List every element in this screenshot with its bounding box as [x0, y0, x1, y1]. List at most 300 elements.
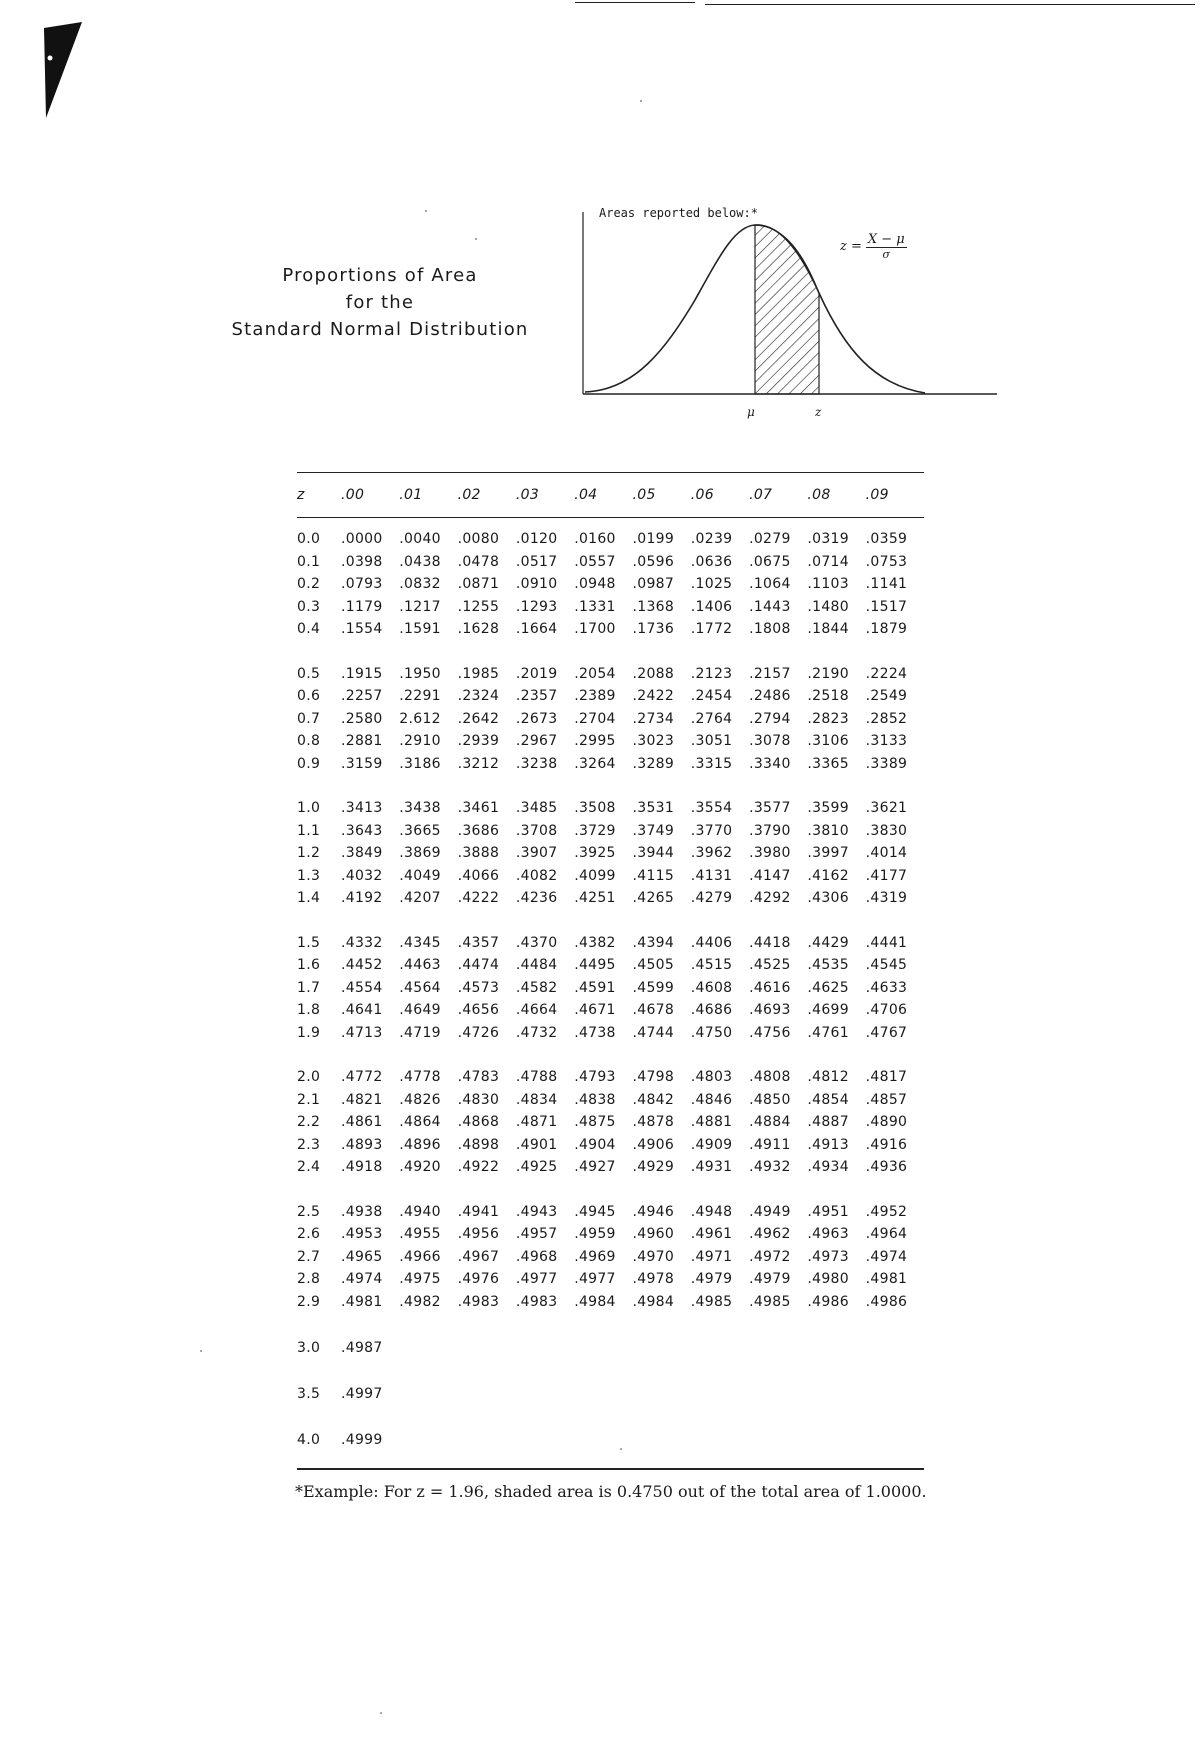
area-cell: .4599 [632, 979, 675, 996]
area-cell: .4582 [515, 979, 558, 996]
area-cell: .3810 [807, 822, 849, 839]
group-spacer [297, 641, 924, 663]
table-row [297, 842, 924, 865]
empty-cell [458, 1337, 516, 1359]
column-header-z: z [297, 473, 341, 518]
table-row [297, 551, 924, 574]
group-spacer [297, 1313, 924, 1337]
empty-cell [749, 1383, 807, 1405]
empty-cell [458, 1429, 516, 1451]
table-row [297, 1156, 924, 1179]
area-cell: .4966 [399, 1248, 441, 1265]
area-cell: .4505 [632, 957, 675, 974]
table-row [297, 1429, 924, 1451]
scan-speck [425, 210, 427, 212]
area-cell: .4906 [632, 1136, 675, 1153]
area-cell: .4961 [690, 1226, 733, 1243]
z-value-cell: 0.8 [297, 733, 321, 750]
column-header: .07 [749, 473, 807, 518]
area-cell: .4946 [632, 1203, 675, 1220]
area-cell: .4957 [515, 1226, 558, 1243]
area-cell: .4382 [574, 934, 616, 951]
area-cell: .0871 [457, 576, 500, 593]
z-value-cell: 0.7 [297, 710, 321, 727]
area-cell: .2224 [865, 665, 908, 682]
area-cell: .4920 [399, 1159, 441, 1176]
area-cell: .2580 [341, 710, 383, 727]
area-cell: .3413 [341, 800, 383, 817]
z-value-cell: 1.3 [297, 867, 321, 884]
area-cell: .0793 [341, 576, 383, 593]
z-value-cell: 4.0 [297, 1432, 321, 1448]
z-value-cell: 1.9 [297, 1024, 321, 1041]
area-cell: .3531 [632, 800, 675, 817]
empty-cell [632, 1337, 690, 1359]
area-cell: .4916 [865, 1136, 908, 1153]
area-cell: .4918 [341, 1159, 383, 1176]
z-value-cell: 2.1 [297, 1091, 321, 1108]
area-cell: .4868 [457, 1114, 500, 1131]
area-cell: .3749 [632, 822, 675, 839]
area-cell: .4901 [515, 1136, 558, 1153]
table-row [297, 954, 924, 977]
z-value-cell: 1.8 [297, 1002, 321, 1019]
area-cell: .0398 [341, 553, 383, 570]
area-cell: .2967 [515, 733, 558, 750]
column-header: .03 [516, 473, 574, 518]
area-cell: .4986 [807, 1293, 849, 1310]
area-cell: .4830 [457, 1091, 500, 1108]
area-cell: .4641 [341, 1002, 383, 1019]
area-cell: .4842 [632, 1091, 675, 1108]
area-cell: .4115 [632, 867, 675, 884]
area-cell: .1217 [399, 598, 441, 615]
empty-cell [691, 1383, 749, 1405]
area-cell: .4821 [341, 1091, 383, 1108]
area-cell: .2088 [632, 665, 675, 682]
table-row [297, 1268, 924, 1291]
figure-caption: Areas reported below:* [599, 206, 758, 220]
z-value-cell: 2.3 [297, 1136, 321, 1153]
area-cell: .4798 [632, 1069, 675, 1086]
area-cell: .3643 [341, 822, 383, 839]
area-cell: .3577 [749, 800, 791, 817]
area-cell: .4706 [865, 1002, 908, 1019]
area-cell: .4370 [515, 934, 558, 951]
area-cell: .4429 [807, 934, 849, 951]
area-cell: .4981 [865, 1271, 908, 1288]
area-cell: .4793 [574, 1069, 616, 1086]
area-cell: .4952 [865, 1203, 908, 1220]
area-cell: .4834 [515, 1091, 558, 1108]
area-cell: .1064 [749, 576, 791, 593]
z-value-cell: 2.5 [297, 1203, 321, 1220]
area-cell: .4591 [574, 979, 616, 996]
area-cell: .0239 [690, 531, 733, 548]
area-cell: .0120 [515, 531, 558, 548]
area-cell: .4222 [457, 890, 500, 907]
area-cell: .4970 [632, 1248, 675, 1265]
area-cell: .3849 [341, 845, 383, 862]
area-cell: .4922 [457, 1159, 500, 1176]
area-cell: .4082 [515, 867, 558, 884]
z-table [297, 472, 924, 1451]
empty-cell [516, 1429, 574, 1451]
z-value-cell: 1.1 [297, 822, 321, 839]
area-cell: .4625 [807, 979, 849, 996]
area-cell: .4925 [515, 1159, 558, 1176]
area-cell: .3023 [632, 733, 675, 750]
area-cell: .2486 [749, 688, 791, 705]
area-cell: .4978 [632, 1271, 675, 1288]
group-spacer [297, 1359, 924, 1383]
table-row [297, 932, 924, 955]
area-cell: .4941 [457, 1203, 500, 1220]
table-row [297, 730, 924, 753]
spacer-cell [297, 1179, 924, 1201]
area-cell: .1255 [457, 598, 500, 615]
z-value-cell: 1.7 [297, 979, 321, 996]
area-cell: .2764 [690, 710, 733, 727]
scan-speck [200, 1350, 202, 1352]
area-cell: .3708 [515, 822, 558, 839]
table-row [297, 685, 924, 708]
z-value-cell: 0.6 [297, 688, 321, 705]
table-row [297, 708, 924, 731]
title-line-3: Standard Normal Distribution [231, 319, 529, 340]
area-cell: .1879 [865, 621, 908, 638]
area-cell: .4977 [515, 1271, 558, 1288]
area-cell: .4960 [632, 1226, 675, 1243]
area-cell: .4962 [749, 1226, 791, 1243]
spacer-cell [297, 1044, 924, 1066]
area-cell: .4969 [574, 1248, 616, 1265]
area-cell: .4983 [457, 1293, 500, 1310]
area-cell: .4861 [341, 1114, 383, 1131]
area-cell: .0675 [749, 553, 791, 570]
spacer-cell [297, 1359, 924, 1383]
area-cell: .3485 [515, 800, 558, 817]
area-cell: .1103 [807, 576, 849, 593]
scan-speck [640, 100, 642, 102]
table-row [297, 1337, 924, 1359]
area-cell: .1664 [515, 621, 558, 638]
z-value-cell: 1.4 [297, 890, 321, 907]
area-cell: .4726 [457, 1024, 500, 1041]
z-value-cell: 2.2 [297, 1114, 321, 1131]
area-cell: .4968 [515, 1248, 558, 1265]
area-cell: .4236 [515, 890, 558, 907]
area-cell: .4963 [807, 1226, 849, 1243]
area-cell: .4884 [749, 1114, 791, 1131]
area-cell: .4147 [749, 867, 791, 884]
area-cell: .4783 [457, 1069, 500, 1086]
z-value-cell: 3.5 [297, 1386, 321, 1402]
area-cell: .4986 [865, 1293, 908, 1310]
page-title [210, 262, 550, 343]
area-cell: .1480 [807, 598, 849, 615]
area-cell: .1517 [865, 598, 908, 615]
scan-speck [620, 1448, 622, 1450]
area-cell: .2257 [341, 688, 383, 705]
area-cell: .2389 [574, 688, 616, 705]
area-cell: .3790 [749, 822, 791, 839]
area-cell: .4525 [749, 957, 791, 974]
title-line-1: Proportions of Area [282, 265, 478, 286]
area-cell: .3944 [632, 845, 675, 862]
area-cell: .3051 [690, 733, 733, 750]
area-cell: .0948 [574, 576, 616, 593]
area-cell: .4049 [399, 867, 441, 884]
area-cell: .4131 [690, 867, 733, 884]
area-cell: .4929 [632, 1159, 675, 1176]
area-cell: .4554 [341, 979, 383, 996]
area-cell: .4854 [807, 1091, 849, 1108]
column-header: .04 [574, 473, 632, 518]
area-cell: .2995 [574, 733, 616, 750]
area-cell: .1772 [690, 621, 733, 638]
area-cell: .4788 [515, 1069, 558, 1086]
table-row [297, 820, 924, 843]
empty-cell [399, 1429, 457, 1451]
area-cell: .4864 [399, 1114, 441, 1131]
area-cell: .4693 [749, 1002, 791, 1019]
area-cell: .4608 [690, 979, 733, 996]
area-cell: .4207 [399, 890, 441, 907]
area-cell: .4772 [341, 1069, 383, 1086]
z-value-cell: 2.0 [297, 1069, 321, 1086]
area-cell: .1025 [690, 576, 733, 593]
area-cell: .1700 [574, 621, 616, 638]
area-cell: .2291 [399, 688, 441, 705]
corner-mark-icon [40, 22, 84, 126]
area-cell: .4032 [341, 867, 383, 884]
area-cell: .0199 [632, 531, 675, 548]
empty-cell [749, 1429, 807, 1451]
area-cell: .4406 [690, 934, 733, 951]
area-cell: .4633 [865, 979, 908, 996]
area-cell: .4943 [515, 1203, 558, 1220]
area-cell: .0596 [632, 553, 675, 570]
area-cell: .4292 [749, 890, 791, 907]
z-value-cell: 3.0 [297, 1340, 321, 1356]
z-value-cell: 1.2 [297, 845, 321, 862]
area-cell: .4857 [865, 1091, 908, 1108]
empty-cell [574, 1383, 632, 1405]
area-cell: .4948 [690, 1203, 733, 1220]
area-cell: .4357 [457, 934, 500, 951]
empty-cell [866, 1429, 924, 1451]
area-cell: .3962 [690, 845, 733, 862]
spacer-cell [297, 1313, 924, 1337]
area-cell: .4535 [807, 957, 849, 974]
area-cell: .4936 [865, 1159, 908, 1176]
area-cell: .4953 [341, 1226, 383, 1243]
area-cell: .0040 [399, 531, 441, 548]
area-cell: .4987 [341, 1340, 383, 1356]
area-cell: .4997 [341, 1386, 383, 1402]
area-cell: .4881 [690, 1114, 733, 1131]
empty-cell [516, 1383, 574, 1405]
empty-cell [749, 1337, 807, 1359]
area-cell: .4545 [865, 957, 908, 974]
area-cell: .3289 [632, 755, 675, 772]
area-cell: .4956 [457, 1226, 500, 1243]
z-value-cell: 0.2 [297, 576, 321, 593]
area-cell: .0636 [690, 553, 733, 570]
area-cell: .4756 [749, 1024, 791, 1041]
area-cell: .4985 [749, 1293, 791, 1310]
area-cell: .4441 [865, 934, 908, 951]
area-cell: .4985 [690, 1293, 733, 1310]
area-cell: .4761 [807, 1024, 849, 1041]
table-row [297, 1089, 924, 1112]
area-cell: .3106 [807, 733, 849, 750]
area-cell: .4656 [457, 1002, 500, 1019]
area-cell: .4649 [399, 1002, 441, 1019]
area-cell: .4951 [807, 1203, 849, 1220]
area-cell: .4817 [865, 1069, 908, 1086]
area-cell: .3686 [457, 822, 500, 839]
area-cell: .4984 [632, 1293, 675, 1310]
area-cell: .4980 [807, 1271, 849, 1288]
area-cell: .4332 [341, 934, 383, 951]
area-cell: .2357 [515, 688, 558, 705]
area-cell: .4616 [749, 979, 791, 996]
column-header: .06 [691, 473, 749, 518]
area-cell: .3389 [865, 755, 908, 772]
z-value-cell: 0.9 [297, 755, 321, 772]
area-cell: .3997 [807, 845, 849, 862]
area-cell: .2642 [457, 710, 500, 727]
area-cell: .4265 [632, 890, 675, 907]
empty-cell [399, 1337, 457, 1359]
area-cell: .4983 [515, 1293, 558, 1310]
area-cell: .4932 [749, 1159, 791, 1176]
area-cell: .4306 [807, 890, 849, 907]
area-cell: .4463 [399, 957, 441, 974]
table-row [297, 977, 924, 1000]
z-value-cell: 2.9 [297, 1293, 321, 1310]
area-cell: .4713 [341, 1024, 383, 1041]
area-cell: .4808 [749, 1069, 791, 1086]
area-cell: .4732 [515, 1024, 558, 1041]
table-row [297, 1066, 924, 1089]
area-cell: .2704 [574, 710, 616, 727]
area-cell: .4913 [807, 1136, 849, 1153]
area-cell: .4967 [457, 1248, 500, 1265]
column-header: .00 [341, 473, 399, 518]
area-cell: .4452 [341, 957, 383, 974]
column-header: .01 [399, 473, 457, 518]
area-cell: .3621 [865, 800, 908, 817]
formula-numerator: X − μ [867, 232, 905, 247]
area-cell: .3770 [690, 822, 733, 839]
top-rule-right [705, 4, 1195, 5]
area-cell: .1331 [574, 598, 616, 615]
area-cell: .0832 [399, 576, 441, 593]
area-cell: .1591 [399, 621, 441, 638]
area-cell: .2734 [632, 710, 675, 727]
area-cell: .3340 [749, 755, 791, 772]
area-cell: .2673 [515, 710, 558, 727]
area-cell: .4898 [457, 1136, 500, 1153]
area-cell: .4974 [865, 1248, 908, 1265]
spacer-cell [297, 518, 924, 529]
column-header: .05 [632, 473, 690, 518]
area-cell: .3159 [341, 755, 383, 772]
area-cell: .2549 [865, 688, 908, 705]
area-cell: .4971 [690, 1248, 733, 1265]
axis-label-mu: μ [747, 405, 755, 419]
area-cell: .1844 [807, 621, 849, 638]
area-cell: .0714 [807, 553, 849, 570]
empty-cell [807, 1429, 865, 1451]
area-cell: .4192 [341, 890, 383, 907]
area-cell: .4927 [574, 1159, 616, 1176]
table-row [297, 1022, 924, 1045]
scan-speck [475, 238, 477, 240]
column-header: .02 [458, 473, 516, 518]
area-cell: .0910 [515, 576, 558, 593]
table-bottom-rule [297, 1468, 924, 1470]
area-cell: .0557 [574, 553, 616, 570]
area-cell: .4931 [690, 1159, 733, 1176]
table-row [297, 1291, 924, 1314]
example-note: *Example: For z = 1.96, shaded area is 0.4750 out of the total area of 1.0000. [295, 1482, 927, 1501]
area-cell: .4945 [574, 1203, 616, 1220]
area-cell: .0478 [457, 553, 500, 570]
area-cell: .4719 [399, 1024, 441, 1041]
area-cell: .4875 [574, 1114, 616, 1131]
table-row [297, 797, 924, 820]
area-cell: .2054 [574, 665, 616, 682]
area-cell: .4981 [341, 1293, 383, 1310]
area-cell: .4767 [865, 1024, 908, 1041]
area-cell: .3508 [574, 800, 616, 817]
area-cell: .4959 [574, 1226, 616, 1243]
area-cell: .2794 [749, 710, 791, 727]
table-row [297, 887, 924, 910]
area-cell: .4699 [807, 1002, 849, 1019]
area-cell: .4744 [632, 1024, 675, 1041]
spacer-cell [297, 775, 924, 797]
area-cell: .4014 [865, 845, 908, 862]
table-row [297, 1134, 924, 1157]
area-cell: .4838 [574, 1091, 616, 1108]
area-cell: .3264 [574, 755, 616, 772]
area-cell: .0517 [515, 553, 558, 570]
area-cell: .3980 [749, 845, 791, 862]
z-value-cell: 1.0 [297, 800, 321, 817]
area-cell: .3869 [399, 845, 441, 862]
normal-curve-figure [575, 200, 1005, 440]
z-value-cell: 2.7 [297, 1248, 321, 1265]
formula-lhs: z = [840, 239, 862, 254]
empty-cell [574, 1337, 632, 1359]
column-header: .08 [807, 473, 865, 518]
empty-cell [632, 1429, 690, 1451]
spacer-cell [297, 1405, 924, 1429]
area-cell: .0160 [574, 531, 616, 548]
empty-cell [399, 1383, 457, 1405]
area-cell: .4871 [515, 1114, 558, 1131]
area-cell: .4940 [399, 1203, 441, 1220]
area-cell: .4846 [690, 1091, 733, 1108]
area-cell: .4911 [749, 1136, 791, 1153]
empty-cell [866, 1337, 924, 1359]
area-cell: .4394 [632, 934, 675, 951]
